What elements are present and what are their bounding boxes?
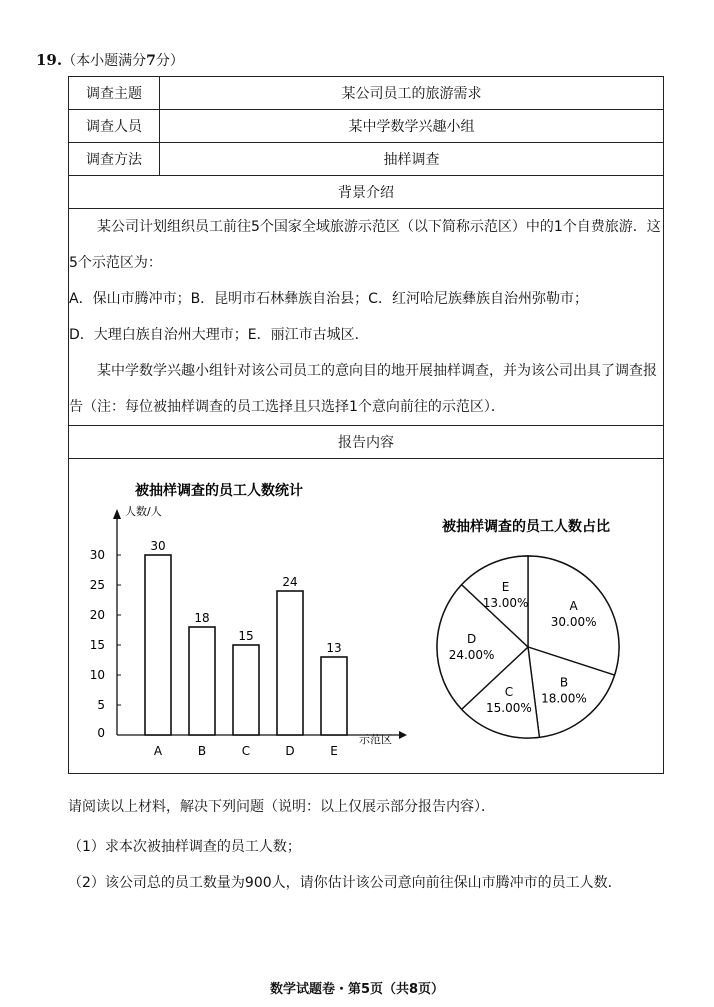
x-tick-label: A <box>153 744 163 758</box>
bar <box>233 645 259 735</box>
background-line: 某中学数学兴趣小组针对该公司员工的意向目的地开展抽样调查，并为该公司出具了调查报告（注：每位被抽样调查的员工选择且只选择1个意向前往的示范区）． <box>69 363 657 415</box>
pie-slice-label: B <box>559 675 569 690</box>
y-tick-label: 30 <box>89 548 105 562</box>
row-value: 抽样调查 <box>160 143 664 176</box>
y-tick-label: 15 <box>89 638 105 652</box>
background-text <box>69 209 664 426</box>
pie-slice-value: 18.00% <box>541 691 587 706</box>
table-row <box>69 110 664 143</box>
x-tick-label: E <box>330 744 338 758</box>
survey-table <box>68 76 664 774</box>
table-row <box>69 77 664 110</box>
bar-chart-title: 被抽样调查的员工人数统计 <box>135 483 303 499</box>
y-axis-label: 人数/人 <box>125 505 162 518</box>
report-content <box>69 459 664 774</box>
pie-slice-label: E <box>501 580 510 595</box>
row-label: 调查主题 <box>69 77 160 110</box>
pie-slice-label: D <box>466 632 477 646</box>
pie-chart-title: 被抽样调查的员工人数占比 <box>442 519 610 535</box>
question-label: 19. <box>36 51 63 69</box>
report-charts <box>69 459 665 773</box>
instructions: 请阅读以上材料，解决下列问题（说明：以上仅展示部分报告内容）． <box>68 799 495 815</box>
bar <box>145 555 171 735</box>
score-value: 7 <box>146 53 156 69</box>
question-1: （1）求本次被抽样调查的员工人数； <box>68 839 301 855</box>
score-note <box>62 53 184 69</box>
question-2: （2）该公司总的员工数量为900人，请你估计该公司意向前往保山市腾冲市的员工人数． <box>68 875 622 891</box>
row-value: 某中学数学兴趣小组 <box>160 110 664 143</box>
bar <box>277 591 303 735</box>
bar-value-label: 13 <box>326 641 342 655</box>
bar-value-label: 15 <box>238 629 254 643</box>
row-label: 调查人员 <box>69 110 160 143</box>
page-footer: 数学试题卷・第5页（共8页） <box>269 982 445 997</box>
pie-slice-label: C <box>504 685 514 700</box>
report-heading: 报告内容 <box>69 426 664 459</box>
row-label: 调查方法 <box>69 143 160 176</box>
x-tick-label: D <box>285 744 295 758</box>
bar-value-label: 30 <box>150 539 166 553</box>
bar <box>321 657 347 735</box>
background-line: A．保山市腾冲市；B．昆明市石林彝族自治县；C．红河哈尼族彝族自治州弥勒市； <box>69 291 588 307</box>
x-axis-label: 示范区 <box>359 733 392 746</box>
pie-slice-value: 24.00% <box>448 648 495 662</box>
score-note-close: 分） <box>155 53 184 69</box>
bar-value-label: 18 <box>194 611 210 625</box>
pie-slice-value: 15.00% <box>486 701 532 716</box>
pie-slice-label: A <box>569 598 578 613</box>
question-number <box>36 50 184 70</box>
background-line: D．大理白族自治州大理市；E．丽江市古城区． <box>69 327 369 343</box>
y-tick-label: 20 <box>89 608 105 622</box>
background-line: 某公司计划组织员工前往5个国家全域旅游示范区（以下简称示范区）中的1个自费旅游．这5个示范区为： <box>69 219 661 271</box>
y-axis-arrow <box>113 509 121 519</box>
pie-slice-value: 13.00% <box>482 596 529 611</box>
row-value: 某公司员工的旅游需求 <box>160 77 664 110</box>
y-tick-label: 5 <box>97 698 105 712</box>
y-tick-label: 0 <box>97 726 105 740</box>
y-tick-label: 25 <box>89 578 105 592</box>
bar <box>189 627 215 735</box>
y-tick-label: 10 <box>89 668 105 682</box>
bar-value-label: 24 <box>282 575 298 589</box>
pie-slice-value: 30.00% <box>550 614 597 629</box>
x-tick-label: B <box>197 744 207 758</box>
x-axis-arrow <box>399 731 407 739</box>
score-note-open: （本小题满分 <box>62 53 147 69</box>
background-heading: 背景介绍 <box>69 176 664 209</box>
x-tick-label: C <box>241 744 251 758</box>
table-row <box>69 143 664 176</box>
